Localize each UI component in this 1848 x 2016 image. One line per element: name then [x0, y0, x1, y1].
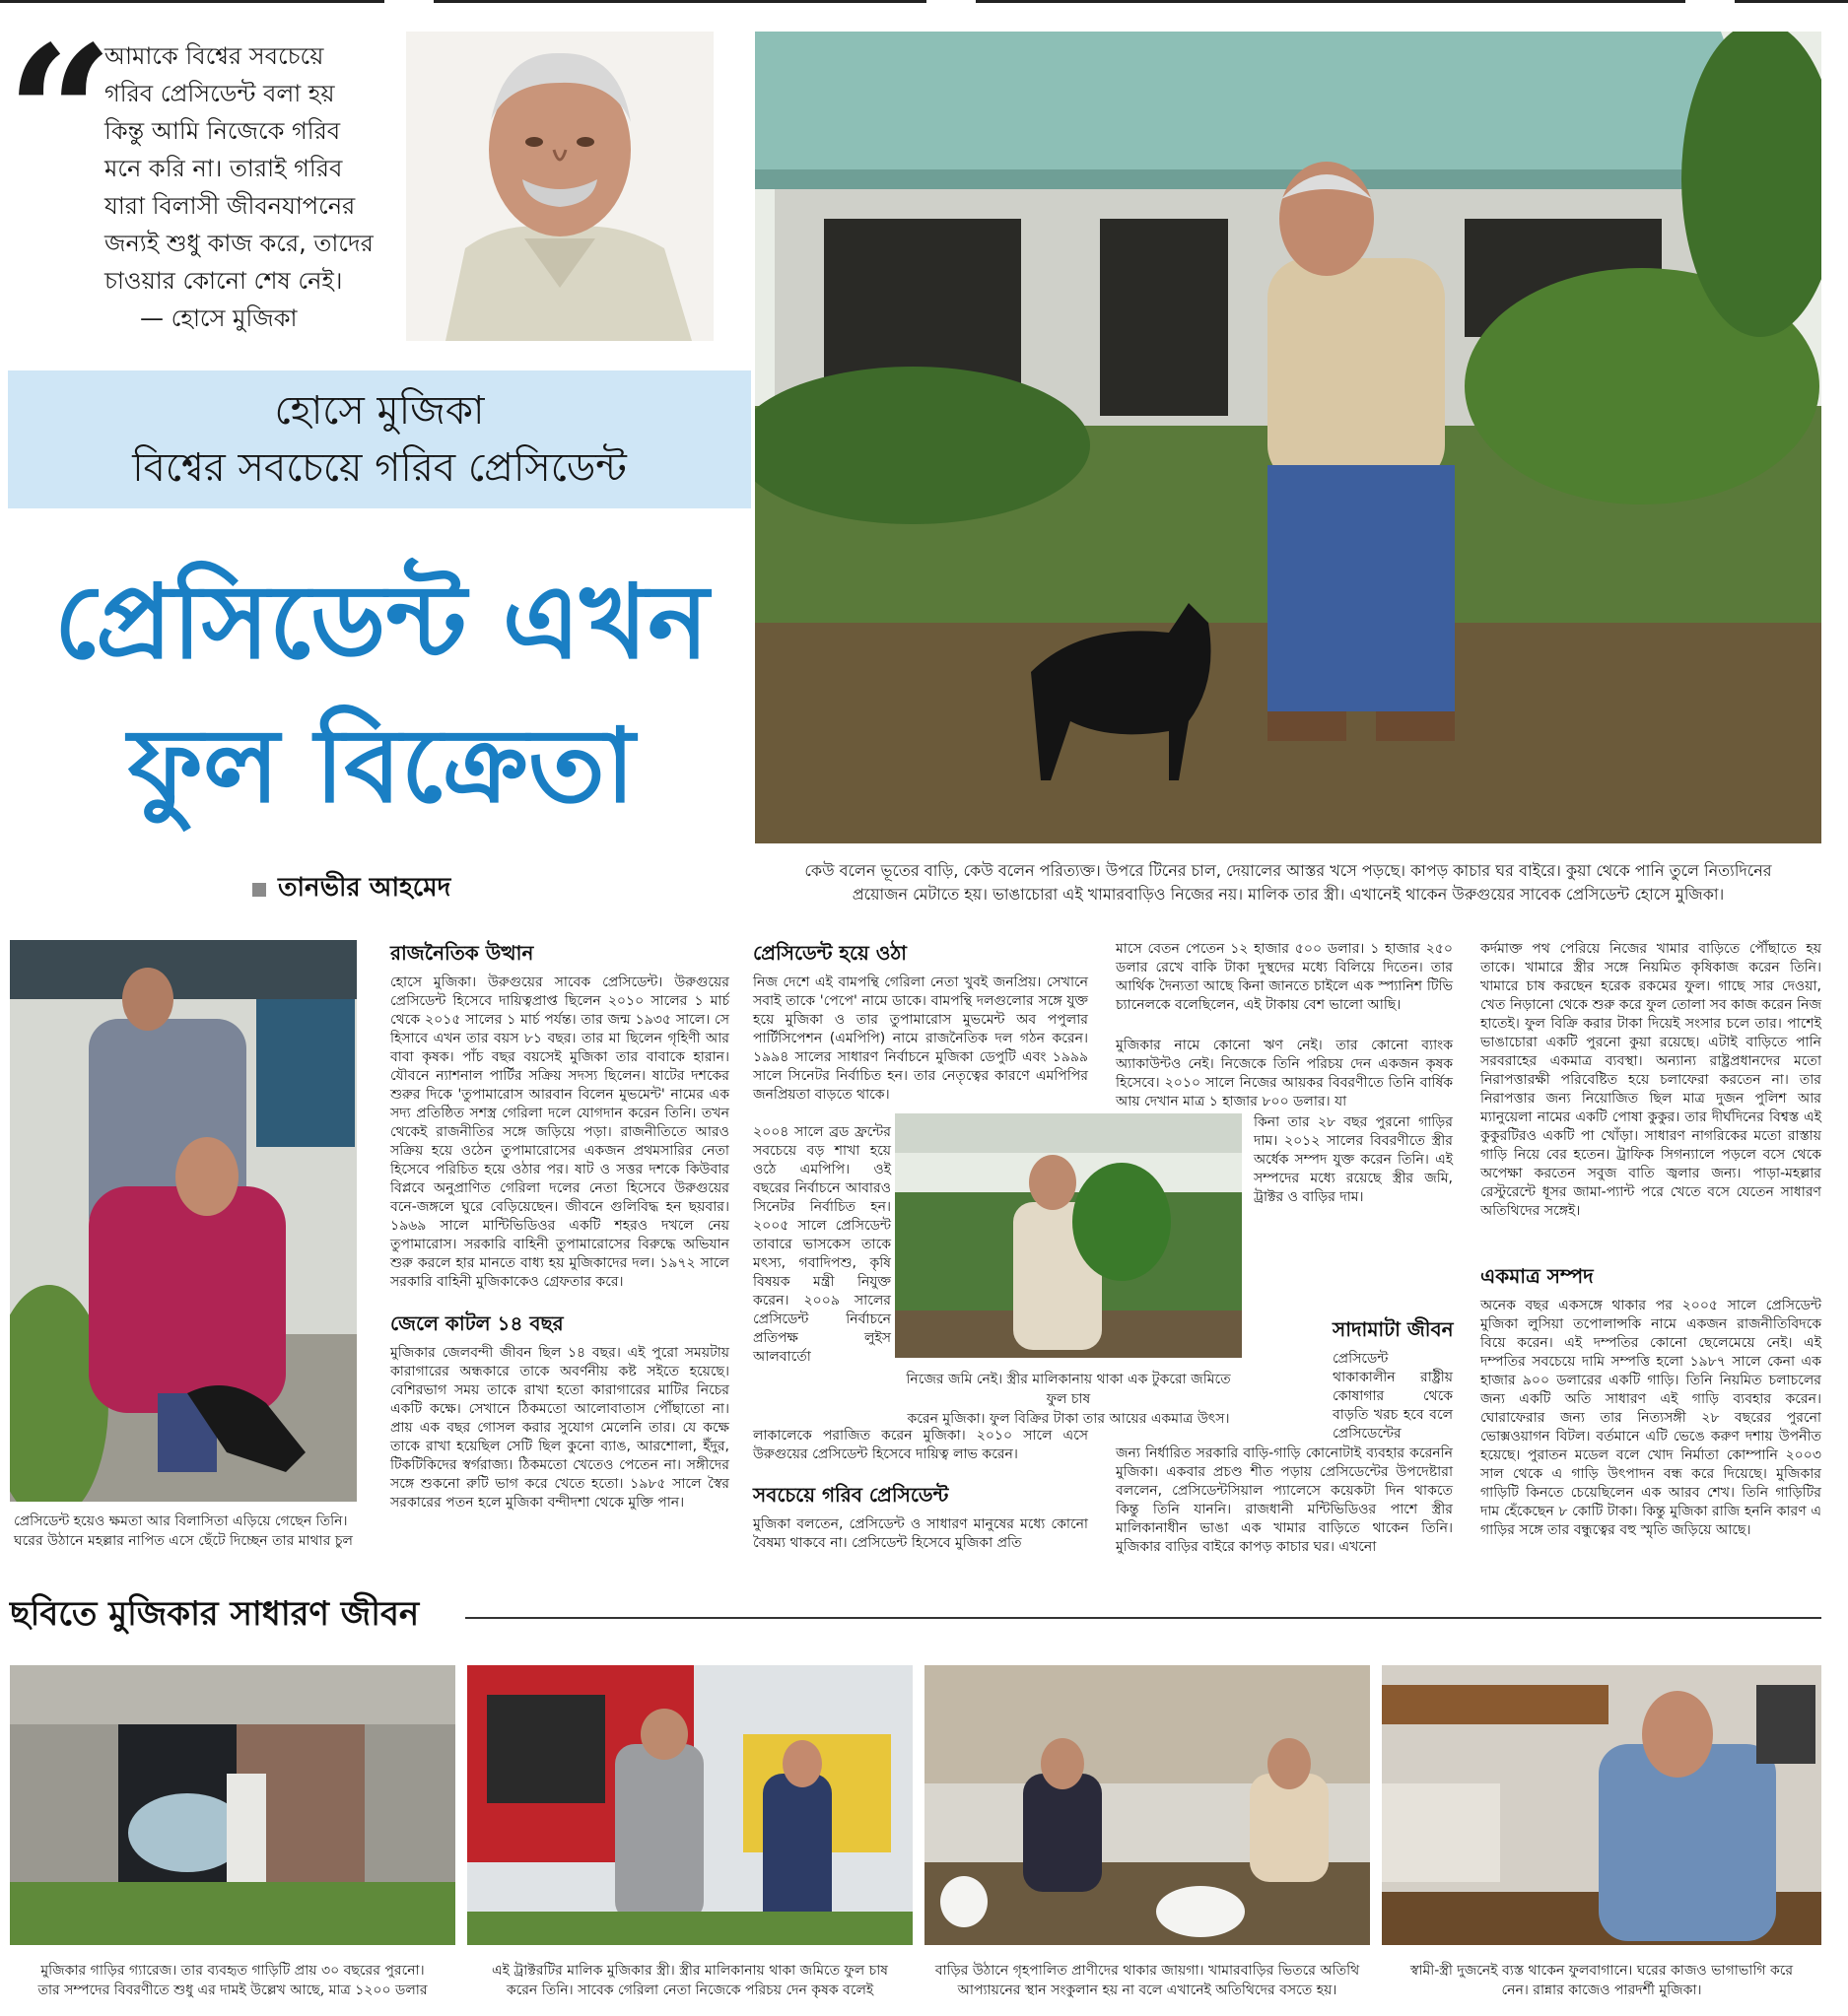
caption-line: করেন তিনি। সাবেক গেরিলা নেতা নিজেকে পরিচয় দেন কৃষক বলেই [506, 1982, 874, 1998]
caption-line: কেউ বলেন ভূতের বাড়ি, কেউ বলেন পরিত্যক্ত। উপরে টিনের চাল, দেয়ালের আস্তর খসে পড়ছে। কাপড় কাচার ঘর বাইরে। কুয়া থেকে পানি তুলে নিত্যদিনের [804, 861, 1772, 880]
body-text-farm-life: কর্দমাক্ত পথ পেরিয়ে নিজের খামার বাড়িতে পৌঁছাতে হয় তাকে। খামারে স্ত্রীর সঙ্গে নিয়মিত কৃষিকাজ করেন তিনি। খামারে চাষ করছেন হরেক রকমের ফুল। গাছে সার দেওয়া, খেত নিড়ানো থেকে শুরু করে ফুল তোলা সব কাজ করেন নিজ হাতেই। ফুল বিক্রি করার টাকা দিয়েই সংসার চলে তার। পাশেই ভাঙাচোরা একটি পুরনো কুয়া রয়েছে। এটাই বাড়িতে পানি সরবরাহের একমাত্র ব্যবস্থা। অন্যান্য রাষ্ট্রপ্রধানদের মতো নিরাপত্তারক্ষী পরিবেষ্টিত হয়ে চলাফেরা করতেন না। তার নিরাপত্তার জন্য নিয়োজিত ছিল মাত্র দুজন পুলিশ আর ম্যানুয়েলা নামের একটি পোষা কুকুর। তার দীর্ঘদিনের বিশ্বস্ত এই কুকুরটিরও একটি পা খোঁড়া। সাধারণ নাগরিকের মতো রাস্তায় গাড়ি নিয়ে বের হতেন। ট্রাফিক সিগন্যালে পড়লে বসে থেকে অপেক্ষা করতেন সবুজ বাতি জ্বলার জন্য। পাড়া-মহল্লার রেস্টুরেন্টে ধূসর জামা-প্যান্ট পরে খেতে বসে যেতেন সাধারণ অতিথিদের সঙ্গেই। [1480, 941, 1821, 1219]
body-text-salary: মাসে বেতন পেতেন ১২ হাজার ৫০০ ডলার। ১ হাজার ২৫০ ডলার রেখে বাকি টাকা দুস্থদের মধ্যে বিলিয়ে দিতেন। তার আর্থিক দৈন্যতা আছে কিনা জানতে চাইলে এক স্প্যানিশ টিভি চ্যানেলকে বলেছিলেন, এই টাকায় বেশ ভালো আছি। [1116, 941, 1453, 1013]
section-heading-political-rise: রাজনৈতিক উত্থান [390, 941, 534, 965]
body-text-only-asset: অনেক বছর একসঙ্গে থাকার পর ২০০৫ সালে প্রেসিডেন্ট মুজিকা লুসিয়া তপোলান্সকি নামে একজন রাজনীতিবিদকে বিয়ে করেন। এই দম্পতির কোনো ছেলেমেয়ে নেই। এই দম্পতির সবচেয়ে দামি সম্পত্তি হলো ১৯৮৭ সালে কেনা এক হাজার ৯০০ ডলারের একটি গাড়ি। তিনি নিয়মিত চলাচলের জন্য একটি অতি সাধারণ এই গাড়ি ব্যবহার করেন। ঘোরাফেরার জন্য তার নিত্যসঙ্গী ২৮ বছরের পুরনো ভোক্সওয়াগন বিটল। বর্তমানে এটি ভেঙে করুণ দশায় উপনীত হয়েছে। পুরাতন মডেল বলে খোদ নির্মাতা কোম্পানি ২০০৩ সাল থেকে এ গাড়ি উৎপাদন বন্ধ করে দিয়েছে। মুজিকার গাড়িটি কিনতে চেয়েছিলেন এক আরব শেখ। তিনি গাড়িটির দাম হেঁকেছেন ৮ কোটি টাকা। কিন্তু মুজিকা রাজি হননি কারণ এ গাড়ির সঙ্গে তার বন্ধুত্বের বহু স্মৃতি জড়িয়ে আছে। [1480, 1298, 1821, 1538]
gallery-photo-kitchen [1382, 1665, 1821, 1945]
body-text-assets: মুজিকার নামে কোনো ঋণ নেই। তার কোনো ব্যাংক অ্যাকাউন্টও নেই। নিজেকে তিনি পরিচয় দেন একজন কৃষক হিসেবে। ২০১০ সালে নিজের আয়কর বিবরণীতে তিনি বার্ষিক আয় দেখান মাত্র ১ হাজার ৮০০ ডলার। যা [1116, 1038, 1453, 1109]
caption-line: বাড়ির উঠানে গৃহপালিত প্রাণীদের থাকার জায়গা। খামারবাড়ির ভিতরে অতিথি [934, 1963, 1360, 1979]
section-heading-simple-life: সাদামাটা জীবন [1333, 1317, 1454, 1341]
gallery-photo-garage [10, 1665, 455, 1945]
caption-line: মুজিকার গাড়ির গ্যারেজ। তার ব্যবহৃত গাড়িটি প্রায় ৩০ বছরের পুরনো। [40, 1963, 425, 1979]
quote-line: জন্যই শুধু কাজ করে, তাদের [104, 230, 374, 257]
caption-line: করেন মুজিকা। ফুল বিক্রির টাকা তার আয়ের একমাত্র উৎস। [907, 1411, 1230, 1427]
gallery-photo-yard [924, 1665, 1370, 1945]
caption-line: প্রেসিডেন্ট হয়েও ক্ষমতা আর বিলাসিতা এড়িয়ে গেছেন তিনি। [14, 1513, 348, 1529]
gallery-photo-tractor [467, 1665, 913, 1945]
greenhouse-caption [895, 1370, 1242, 1429]
gallery-caption-1 [10, 1961, 455, 2000]
quote-attribution: — হোসে মুজিকা [140, 304, 298, 332]
section-heading-only-asset: একমাত্র সম্পদ [1480, 1264, 1594, 1288]
headline-line-2: ফুল বিক্রেতা [127, 706, 636, 826]
quote-line: যারা বিলাসী জীবনযাপনের [104, 192, 356, 220]
body-text-becoming-president: নিজ দেশে এই বামপন্থি গেরিলা নেতা খুবই জনপ্রিয়। সেখানে সবাই তাকে 'পেপে' নামে ডাকে। বামপন্থি দলগুলোর সঙ্গে যুক্ত হয়ে মুজিকা ও তার তুপামারোস মুভমেন্ট অব পপুলার পার্টিসিপেশন (এমপিপি) নামে রাজনৈতিক দল গঠন করেন। ১৯৯৪ সালের সাধারণ নির্বাচনে মুজিকা ডেপুটি এবং ১৯৯৯ সালে সিনেটর নির্বাচিত হন। তার নেতৃত্বের কারণে এমপিপির জনপ্রিয়তা বাড়তে থাকে। [753, 974, 1088, 1103]
body-text-assets-cont: কিনা তার ২৮ বছর পুরনো গাড়ির দাম। ২০১২ সালের বিবরণীতে স্ত্রীর অর্ধেক সম্পদ যুক্ত করেন তিনি। এই সম্পদের মধ্যে রয়েছে স্ত্রীর জমি, ট্রাক্টর ও বাড়ির দাম। [1254, 1114, 1453, 1205]
portrait-photo [406, 32, 714, 341]
body-text-becoming-president-cont: ২০০৪ সালে ব্রড ফ্রন্টের সবচেয়ে বড় শাখা হয়ে ওঠে এমপিপি। ওই বছরের নির্বাচনে আবারও সিনেটর নির্বাচিত হন। ২০০৫ সালে প্রেসিডেন্ট তাবারে ভাসকেস তাকে মৎস্য, গবাদিপশু, কৃষি বিষয়ক মন্ত্রী নিযুক্ত করেন। ২০০৯ সালের প্রেসিডেন্ট নির্বাচনে প্রতিপক্ষ লুইস আলবার্তো [753, 1124, 891, 1365]
caption-line: নিজের জমি নেই। স্ত্রীর মালিকানায় থাকা এক টুকরো জমিতে ফুল চাষ [906, 1372, 1231, 1407]
quote-line: চাওয়ার কোনো শেষ নেই। [104, 267, 343, 295]
pull-quote [104, 37, 400, 337]
caption-line: আপ্যায়নের স্থান সংকুলান হয় না বলে এখানেই অতিথিদের বসতে হয়। [957, 1982, 1337, 1998]
quote-mark-icon: “ [6, 5, 114, 225]
gallery-caption-3 [924, 1961, 1370, 2000]
caption-line: এই ট্রাক্টরটির মালিক মুজিকার স্ত্রী। স্ত্রীর মালিকানায় থাকা জমিতে ফুল চাষ [491, 1963, 889, 1979]
body-text-simple-life: প্রেসিডেন্ট থাকাকালীন রাষ্ট্রীয় কোষাগার থেকে বাড়তি খরচ হবে বলে প্রেসিডেন্টের [1333, 1351, 1453, 1442]
gallery-rule [465, 1617, 1821, 1619]
gallery-title: ছবিতে মুজিকার সাধারণ জীবন [10, 1594, 420, 1634]
gallery-caption-4 [1382, 1961, 1821, 2000]
headline-line-1: প্রেসিডেন্ট এখন [53, 562, 710, 682]
caption-line: তার সম্পদের বিবরণীতে শুধু এর দামই উল্লেখ আছে, মাত্র ১২০০ ডলার [37, 1982, 428, 1998]
barber-photo [10, 940, 357, 1502]
quote-line: গরিব প্রেসিডেন্ট বলা হয় [104, 80, 335, 107]
body-text-political-rise: হোসে মুজিকা। উরুগুয়ের সাবেক প্রেসিডেন্ট। উরুগুয়ের প্রেসিডেন্ট হিসেবে দায়িত্বপ্রাপ্ত ছিলেন ২০১০ সালের ১ মার্চ থেকে ২০১৫ সালের ১ মার্চ পর্যন্ত। তার জন্ম ১৯৩৫ সালে। সে হিসাবে এখন তার বয়স ৮১ বছর। তার মা ছিলেন গৃহিণী আর বাবা কৃষক। পাঁচ বছর বয়সেই মুজিকা তার বাবাকে হারান। যৌবনে ন্যাশনাল পার্টির সক্রিয় সদস্য ছিলেন। ষাটের দশকের শুরুর দিকে 'তুপামারোস আরবান বিলেন মুভমেন্ট' নামের এক সদ্য প্রতিষ্ঠিত সশস্ত্র গেরিলা দলে যোগদান করেন তিনি। তখন থেকেই রাজনীতির সঙ্গে জড়িয়ে পড়া। রাজনীতিতে আরও সক্রিয় হয়ে ওঠেন তুপামারোসের একজন প্রথমসারির নেতা হিসেবে পরিচিত হয়ে ওঠার পর। ষাট ও সত্তর দশকে কিউবার বিপ্লবে অনুপ্রাণিত গেরিলা দলের নেতা হিসেবে উরুগুয়ের বনে-জঙ্গলে ঘুরে বেড়িয়েছেন। জীবনে গুলিবিদ্ধ হন ছয়বার। ১৯৬৯ সালে মান্টিভিডিওর একটি শহরও দখলে নেয় তুপামারোস। সরকারি বাহিনী তুপামারোসের বিরুদ্ধে অভিযান শুরু করলে হার মানতে বাধ্য হয় মুজিকাদের দল। ১৯৭২ সালে সরকারি বাহিনী মুজিকাকেও গ্রেফতার করে। [390, 974, 729, 1290]
quote-line: মনে করি না। তারাই গরিব [104, 155, 343, 182]
byline-square-icon [252, 883, 266, 897]
caption-line: নেন। রান্নার কাজেও পারদর্শী মুজিকা। [1501, 1982, 1702, 1998]
section-heading-becoming-president: প্রেসিডেন্ট হয়ে ওঠা [753, 941, 907, 965]
body-text-becoming-president-end: লাকালেকে পরাজিত করেন মুজিকা। ২০১০ সালে এসে উরুগুয়ের প্রেসিডেন্ট হিসেবে দায়িত্ব লাভ করেন। [753, 1428, 1088, 1462]
hero-photo [755, 32, 1821, 843]
body-text-poorest-president: মুজিকা বলতেন, প্রেসিডেন্ট ও সাধারণ মানুষের মধ্যে কোনো বৈষম্য থাকবে না। প্রেসিডেন্ট হিসেবে মুজিকা প্রতি [753, 1516, 1088, 1551]
caption-line: স্বামী-স্ত্রী দুজনেই ব্যস্ত থাকেন ফুলবাগানে। ঘরের কাজও ভাগাভাগি করে [1409, 1963, 1794, 1979]
body-text-simple-life-cont: জন্য নির্ধারিত সরকারি বাড়ি-গাড়ি কোনোটাই ব্যবহার করেননি মুজিকা। একবার প্রচণ্ড শীত পড়ায় প্রেসিডেন্টের উপদেষ্টারা বললেন, প্রেসিডেন্টসিয়াল প্যালেসে কয়েকটা দিন থাকতে কিন্তু তিনি যাননি। রাজধানী মন্টিভিডিওর পাশে স্ত্রীর মালিকানাধীন ভাঙা এক খামার বাড়িতে থাকেন তিনি। মুজিকার বাড়ির বাইরে কাপড় কাচার ঘর। এখনো [1116, 1445, 1453, 1555]
hero-caption [755, 859, 1821, 907]
section-heading-poorest-president: সবচেয়ে গরিব প্রেসিডেন্ট [753, 1483, 949, 1507]
quote-line: কিন্তু আমি নিজেকে গরিব [104, 117, 341, 145]
top-border [0, 0, 1848, 8]
body-text-prison: মুজিকার জেলবন্দী জীবন ছিল ১৪ বছর। এই পুরো সময়টায় কারাগারের অন্ধকারে তাকে অবর্ণনীয় কষ্ট সইতে হয়েছে। বেশিরভাগ সময় তাকে রাখা হতো কারাগারের মাটির নিচের একটি কক্ষে। সেখানে ঠিকমতো আলোবাতাস পৌঁছাতো না। প্রায় এক বছর গোসল করার সুযোগ মেলেনি তার। যে কক্ষে তাকে রাখা হয়েছিল সেটি ছিল কুনো ব্যাঙ, আরশোলা, ইঁদুর, টিকটিকিদের স্বর্গরাজ্য। ঠিকমতো খেতেও পেতেন না। সঙ্গীদের সঙ্গে শুকনো রুটি ভাগ করে খেতে হতো। ১৯৮৫ সালে স্বৈর সরকারের পতন হলে মুজিকা বন্দীদশা থেকে মুক্তি পান। [390, 1345, 729, 1511]
quote-line: আমাকে বিশ্বের সবচেয়ে [104, 42, 324, 70]
barber-caption [14, 1512, 359, 1551]
byline: তানভীর আহমেদ [278, 873, 451, 903]
kicker-line-2: বিশ্বের সবচেয়ে গরিব প্রেসিডেন্ট [132, 445, 627, 491]
caption-line: প্রয়োজন মেটাতে হয়। ভাঙাচোরা এই খামারবাড়িও নিজের নয়। মালিক তার স্ত্রী। এখানেই থাকেন উরুগুয়ের সাবেক প্রেসিডেন্ট হোসে মুজিকা। [852, 885, 1725, 904]
greenhouse-photo [895, 1113, 1242, 1358]
kicker-line-1: হোসে মুজিকা [274, 388, 485, 434]
section-heading-prison: জেলে কাটল ১৪ বছর [390, 1311, 564, 1335]
gallery-caption-2 [467, 1961, 913, 2000]
caption-line: ঘরের উঠানে মহল্লার নাপিত এসে ছেঁটে দিচ্ছেন তার মাথার চুল [14, 1533, 353, 1549]
